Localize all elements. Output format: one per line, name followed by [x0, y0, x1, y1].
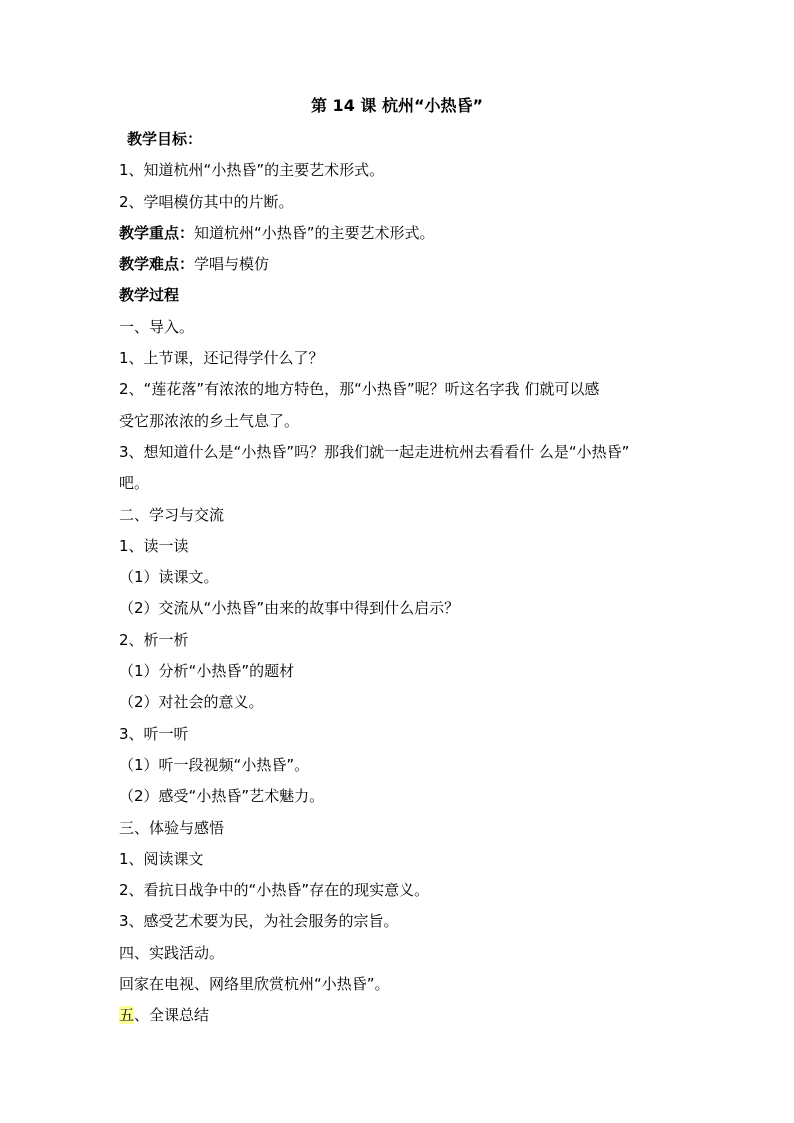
part2-sub-3-b: （2）感受“小热昏”艺术魅力。	[119, 787, 325, 806]
part2-sub-2-b: （2）对社会的意义。	[119, 693, 264, 712]
part5-line	[119, 1000, 679, 1031]
part1-item-2-line-1: 2、“莲花落”有浓浓的地方特色，那“小热昏”呢？听这名字我 们就可以感	[119, 380, 600, 399]
part2-sub-1-b: （2）交流从“小热昏”由来的故事中得到什么启示？	[119, 599, 460, 618]
difficulty-label: 教学难点：	[119, 255, 195, 274]
part3-item-2: 2、看抗日战争中的“小热昏”存在的现实意义。	[119, 881, 430, 900]
difficulty-text: 学唱与模仿	[194, 255, 270, 274]
part2-sub-3-a: （1）听一段视频“小热昏”。	[119, 755, 310, 774]
part2-sub-2: 2、析一析	[119, 630, 189, 649]
part3-item-1: 1、阅读课文	[119, 849, 204, 868]
part2-heading: 二、学习与交流	[119, 505, 225, 524]
process-heading: 教学过程	[119, 286, 180, 305]
difficulty-line	[119, 249, 679, 280]
key-point-line	[119, 218, 679, 249]
document-body	[119, 124, 679, 1032]
part1-heading: 一、导入。	[119, 317, 195, 336]
key-point-label: 教学重点：	[119, 223, 195, 242]
part1-item-2-line-2: 受它那浓浓的乡土气息了。	[119, 411, 300, 430]
goals-heading: 教学目标：	[127, 130, 203, 148]
part5-text: 、全课总结	[134, 1006, 210, 1025]
part1-item-3-line-1: 3、想知道什么是“小热昏”吗？那我们就一起走进杭州去看看什 么是“小热昏”	[119, 442, 630, 461]
goal-item-1: 1、知道杭州“小热昏”的主要艺术形式。	[119, 161, 385, 180]
page-title: 第 14 课 杭州“小热昏”	[310, 96, 483, 115]
part3-heading: 三、体验与感悟	[119, 818, 225, 837]
part2-sub-3: 3、听一听	[119, 724, 189, 743]
part4-heading: 四、实践活动。	[119, 943, 225, 962]
part2-sub-1: 1、读一读	[119, 536, 189, 555]
part4-text: 回家在电视、网络里欣赏杭州“小热昏”。	[119, 975, 390, 994]
part1-item-3-line-2: 吧。	[119, 474, 150, 493]
goal-item-2: 2、学唱模仿其中的片断。	[119, 192, 294, 211]
part1-item-1: 1、上节课，还记得学什么了？	[119, 349, 324, 368]
part3-item-3: 3、感受艺术要为民，为社会服务的宗旨。	[119, 912, 399, 931]
part5-highlighted-number: 五	[119, 1006, 135, 1025]
part2-sub-2-a: （1）分析“小热昏”的题材	[119, 662, 295, 681]
key-point-text: 知道杭州“小热昏”的主要艺术形式。	[194, 223, 435, 242]
part2-sub-1-a: （1）读课文。	[119, 568, 219, 587]
